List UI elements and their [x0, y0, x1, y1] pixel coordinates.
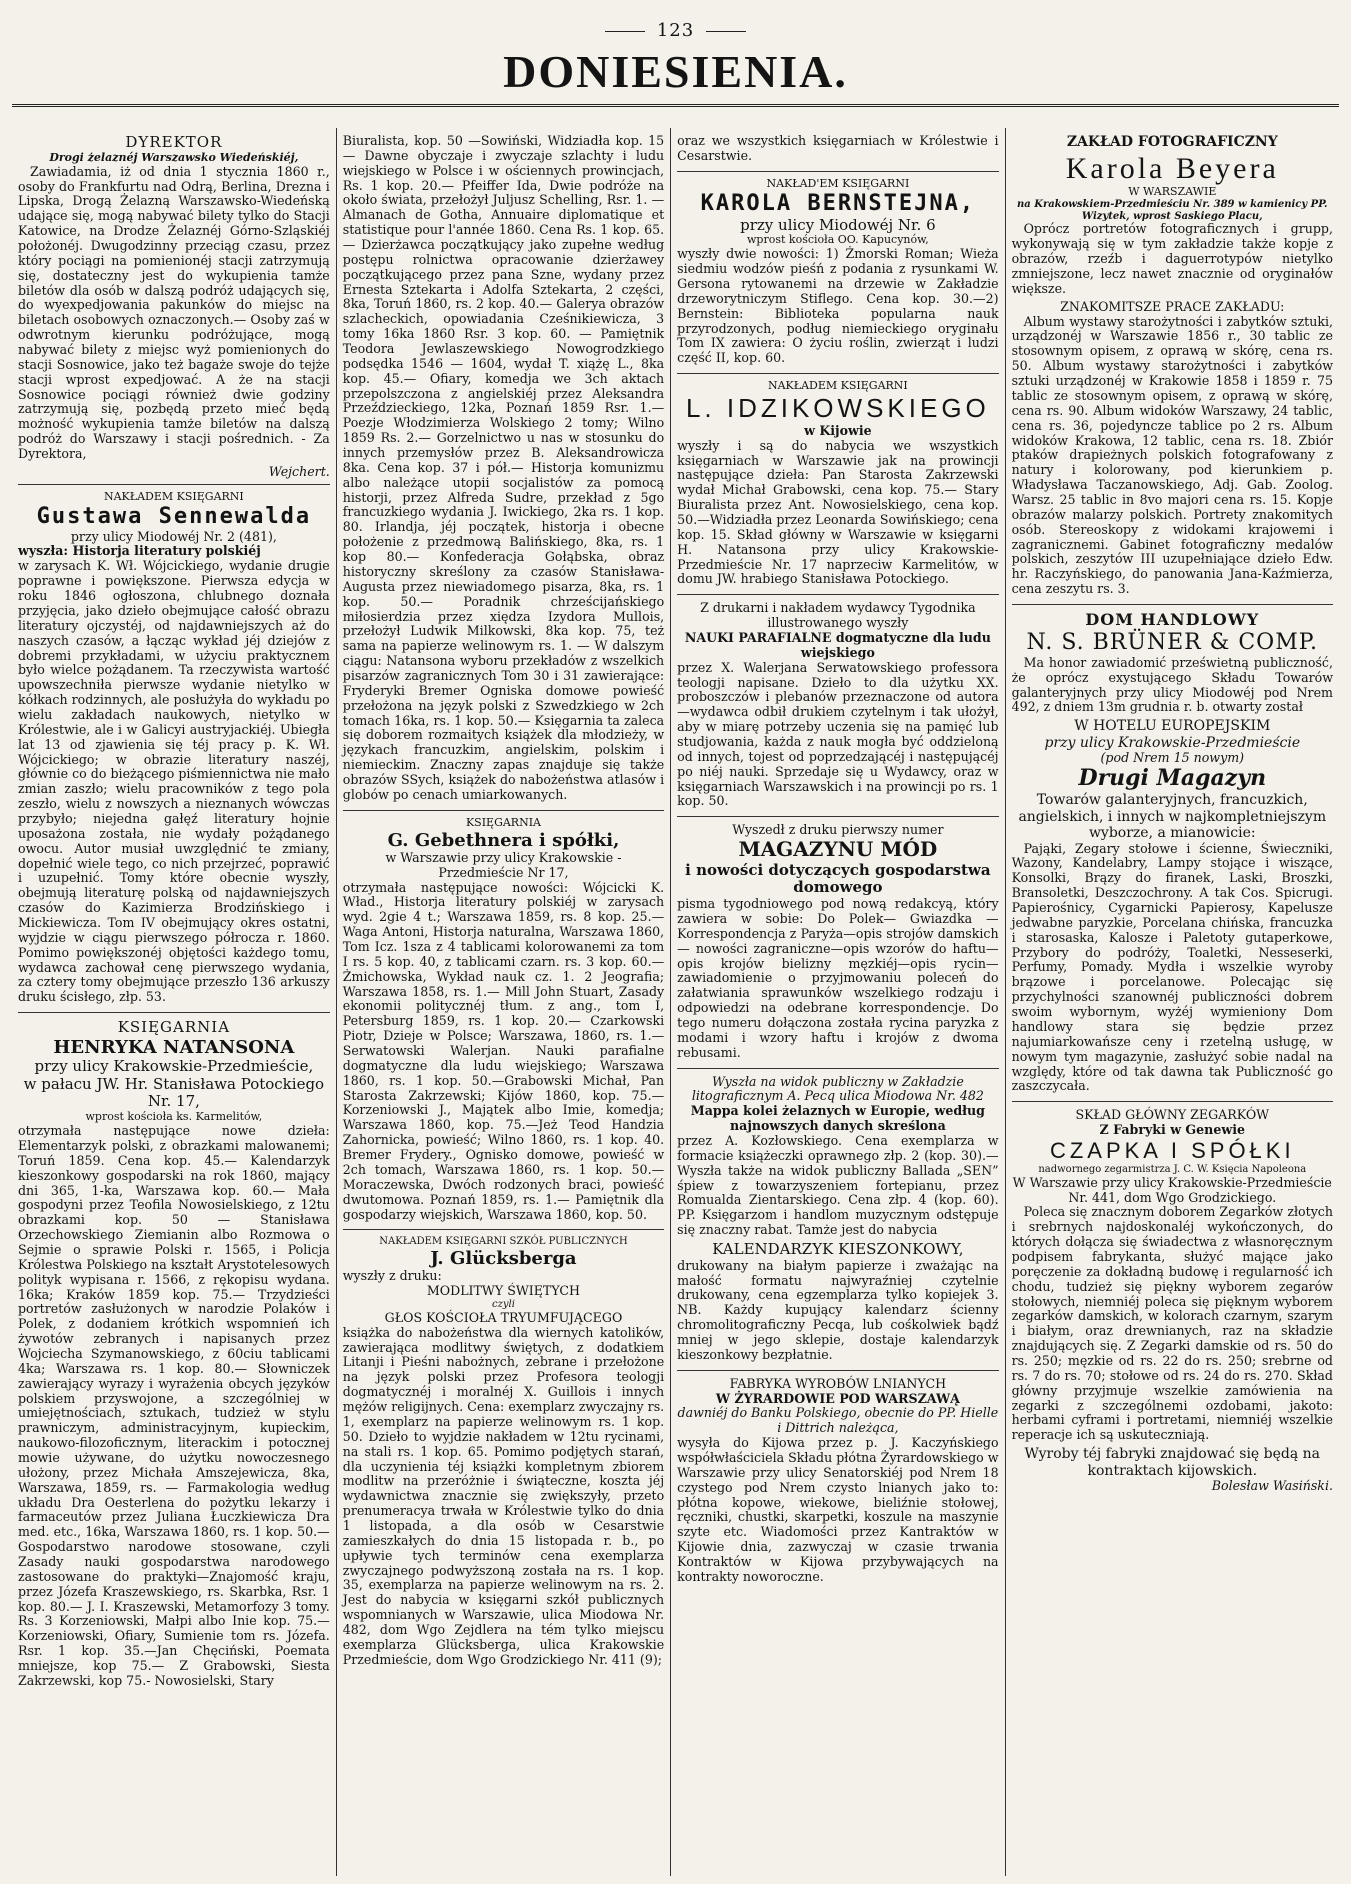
ad-lead: Wyszła na widok publiczny w Zakładzie litograficznym A. Pecq ulica Miodowa Nr. 482	[691, 1073, 984, 1104]
ad-body: książka do nabożeństwa dla wiernych katolików, zawierająca modlitwy świętych, z dodatkiem Litanji i Pieśni nabożnych, zebrane i przełożone na język polski przez Profesora teologji dogmatycznéj i moralnéj X. Guillois i innych mężów religijnych. Cena: exemplarz zwyczajny rs. 1, exemplarz na papierze welinowym rs. 1 kop. 50. Dzieło to wyjdzie nakładem w 12tu rycinami, na stali rs. 1 kop. 65. Pomimo podjętych starań, dla uczynienia téj książki kompletnym zbiorem modlitw na przeróżnie i świąteczne, koszta jéj wydawnictwa znacznie się zwiększyły, przeto prenumeracya trwała w Królestwie tylko do dnia 1 listopada, a dla osób w Cesarstwie zamieszkałych do dnia 15 listopada r. b., po upływie tych terminów cena exemplarza zwyczajnego podwyższoną została na rs. 1 kop. 35, exemplarza na papierze welinowym na rs. 2. Jest do nabycia w księgarni szkół publicznych wspomnianych w Warszawie, ulica Miodowa Nr. 482, dom Wgo Zejdlera na tém tylko miejscu exemplarza Glücksberga, ulica Krakowskie Przedmieście, dom Wgo Grodzickiego Nr. 411 (9);	[342, 1324, 665, 1667]
ad-heading-5: Towarów galanteryjnych, francuzkich, angielskich, i innych w najkompletniejszym wyborze, a mianowicie:	[1018, 792, 1327, 842]
ad-body: Poleca się znacznym doborem Zegarków złotych i srebrnych najdoskonaléj wykończonych, do których dołącza się świadectwa z własnoręcznym podpisem fabrykanta, służyć mające jako poręczenie za dokładną budowę i regularność ich chodu, tudzież się piękny wyborem zegarów stołowych, niemniéj poleca się pięknym wyborem zegarków damskich, w kolorach czarnym, szarym i białym, oraz drewnianych, raz na składzie znajdujących się. Z Zegarki damskie od rs. 50 do rs. 250; męzkie od rs. 22 do rs. 250; srebrne od rs. 7 do rs. 70; stołowe od rs. 24 do rs. 270. Skład główny przyjmuje wszelkie zamówienia na zegarki z szczególnemi ozdobami, jakoto: herbami cyframi i portretami, niemniéj wszelkie reperacje ich są uskuteczniają.	[1011, 1204, 1333, 1443]
ad-body: Biuralista, kop. 50 —Sowiński, Widziadła kop. 15 — Dawne obyczaje i zwyczaje szlachty i ludu wiejskiego w Polsce i w ościennych prowincjach, Rs. 1 kop. 20.— Pfeiffer Ida, Dwie podróże na około świata, przełożył Juljusz Schelling, Rsr. 1. — Almanach de Gotha, Annuaire diplomatique et statistique pour l'année 1860. Cena Rs. 1 kop. 65. — Dzierżawca początkujący jako zupełne według postępu rolnictwa opracowanie dzierżawey początkującego przez pana Szne, wydany przez Ernesta Sztekarta i Adolfa Sztekarta, 2 części, 8ka, Toruń 1860, rs. 2 kop. 40.— Galerya obrazów szlacheckich, opowiadania Cześnikiewicza, 3 tomy 16ka 1860 Rsr. 3 kop. 60. — Pamiętnik Teodora Jewlaszewskiego Nowogrodzkiego podsędka 1546 — 1604, wydał T. xiążę L., 8ka kop. 45.— Ofiary, komedja we 3ch aktach przepolszczona z angielskiéj przez Aleksandra Przeździeckiego, 12ka, Poznań 1859 Rsr. 1.— Poezje Włodzimierza Wolskiego 2 tomy; Wilno 1859 Rs. 2.— Gorzelnictwo u nas w stosunku do innych przemysłów przez B. Aleksandrowicza 8ka. Cena kop. 37 i pół.— Historja komunizmu albo należące utopii socjalistów za pomocą historji, przez Alfreda Sudre, przekład z 5go francuzkiego wydania J. Iwickiego, 2ka rs. 1 kop. 80. Irlandja, jéj początek, historja i obecne położenie z przedmową Balińskiego, 8ka, rs. 1 kop 80.— Konfederacja Gołąbska, obraz historyczny skreślony za czasów Stanisława-Augusta przez niewiadomego pisarza, 8ka, rs. 1 kop. 50.— Poradnik chrześcijańskiego miłosierdzia przez xiędza Izydora Mullois, przełożył Ludwik Milkowski, 8ka kop. 75, też sama na papierze welinowym rs. 1. — W dalszym ciągu: Natansona wyboru przekładów z wszelkich pisarzów zagranicznych Tom 30 i 31 zawierające: Fryderyki Bremer Ogniska domowe powieść przełożona na język polski z Szwedzkiego w 2ch tomach 16ka, rs. 1 kop. 50.— Księgarnia ta zaleca się doborem rozmaitych książek dla młodzieży, w językach francuzkim, angielskim, polskim i niemieckim. Znaczny zapas znajduje się także obrazów SSych, książek do nabożeństwa atlasów i globów po cenach umiarkowanych.	[342, 133, 665, 802]
column-1	[12, 128, 337, 1876]
ad-title-1: MODLITWY ŚWIĘTYCH	[426, 1283, 581, 1299]
ad-nauki-parafialne	[677, 601, 998, 817]
ad-title-3: GŁOS KOŚCIOŁA TRYUMFUJĄCEGO	[384, 1309, 623, 1325]
ad-heading-2: przy ulicy Krakowskie-Przedmieście	[1044, 734, 1301, 751]
ad-lead: wyszła: Historja literatury polskiéj	[18, 543, 261, 559]
ad-title-1: MAGAZYNU MÓD	[738, 837, 938, 862]
ad-name: G. Gebethnera i spółki,	[387, 829, 620, 851]
ad-top: NAKŁADEM KSIĘGARNI SZKÓŁ PUBLICZNYCH	[379, 1236, 628, 1248]
ad-name: L. IDZIKOWSKIEGO	[685, 393, 990, 424]
ad-natanson-continued	[343, 134, 664, 811]
ad-address: przy ulicy Miodowéj Nr. 6	[740, 215, 936, 234]
ad-address-3: wprost kościoła ks. Karmelitów,	[85, 1110, 263, 1124]
ad-list: Album wystawy starożytności i zabytków sztuki, urządzonéj w Warszawie 1856 r., 30 tablic ze stosownym opisem, z oprawą w skórę, cena rs. 50. Album wystawy starożytności i zabytków sztuki urządzonéj w Krakowie 1858 i 1859 r. 75 tablic ze stosownym opisem, z oprawą w skórę, cena rs. 90. Album widoków Warszawy, 24 tablic, cena rs. 36, pojedyncze tablice po 2 rs. Album widoków Krakowa, 12 tablic, cena rs. 18. Zbiór ptaków drapieżnych polskich fotografowany z natury i kolorowany, pod kierunkiem p. Władysława Taczanowskiego, Adj. Gab. Zoolog. Warsz. 25 tablic in 8vo majori cena rs. 15. Kopje obrazów malarzy polskich. Portrety znakomitych osób. Stereoskopy z widokami krajowemi i zagranicznemi. Gabinet fotograficzny medalów polskich, zeszytów III uzupełniające dzieło Edw. hr. Raczyńskiego, do panowania Jana-Kaźmierza, cena zeszytu rs. 3.	[1011, 313, 1333, 597]
ad-address: przy ulicy Miodowéj Nr. 2 (481),	[70, 528, 277, 544]
ad-bruner	[1012, 611, 1333, 1102]
ad-address: na Krakowskiem-Przedmieściu Nr. 389 w kamienicy PP. Wizytek, wprost Saskiego Placu,	[1017, 198, 1328, 222]
column-2	[337, 128, 671, 1876]
ad-lead: wyszły z druku:	[342, 1268, 442, 1284]
ad-railway-director	[18, 134, 330, 485]
ad-title-1: FABRYKA WYROBÓW LNIANYCH	[729, 1375, 947, 1391]
ad-beyer-photo	[1012, 134, 1333, 605]
ad-gebethner-continued	[677, 134, 998, 172]
ad-body: pisma tygodniowego pod nową redakcyą, który zawiera w sobie: Do Polek— Gwiazdka — Korrespondencja z Paryża—opis strojów damskich — nowości zagraniczne—opis wzorów do haftu—opis krojów bielizny męzkiéj—opis rycin—zawiadomienie o przyjmowaniu poleceń do załatwiania sprawunków wszelkiego rodzaju i odpowiedzi na odebrane korrespondencje. Do tego numeru dołączona została rycina paryzka z modami i wzory haftu i krojów z dwoma rebusami.	[677, 896, 999, 1060]
ad-heading-3: (pod Nrem 15 nowym)	[1100, 750, 1245, 766]
ad-top: NAKŁADEM KSIĘGARNI	[767, 379, 908, 393]
ad-body-2: drukowany na białym papierze i zważając na małość formatu najwyraźniej czytelnie drukowany, cena egzemplarza tylko kopiejek 3. NB. Każdy kupujący kalendarz ścienny chromolitograficzny Pecqa, lub cośkolwiek bądź mniej w jego sklepie, dostaje kalendarzyk kieszonkowy bezpłatnie.	[677, 1257, 999, 1362]
ad-title: DOM HANDLOWY	[1085, 609, 1260, 629]
page-number: 123	[12, 20, 1339, 41]
ad-address-2: w pałacu JW. Hr. Stanisława Potockiego Nr. 17,	[23, 1074, 325, 1111]
ad-address: w Warszawie przy ulicy Krakowskie - Przedmieście Nr 17,	[385, 849, 622, 880]
ad-heading: ZNAKOMITSZE PRACE ZAKŁADU:	[1060, 298, 1285, 314]
ad-address-1: przy ulicy Krakowskie-Przedmieście,	[34, 1057, 314, 1076]
ad-body: otrzymała następujące nowości: Wójcicki K. Wład., Historja literatury polskiéj w zarysach wyd. 2gie 4 t.; Warszawa 1859, rs. 8 kop. 25.— Waga Antoni, Historja naturalna, Warszawa 1860, Tom Icz. 1sza z 4 tablicami kolorowanemi za tom I rs. 5 kop. 40, z tablicami czarn. rs. 3 kop. 60.— Żmichowska, Wykład nauk cz. 1. 2 Jeografia; Warszawa 1858, rs. 1.— Mill John Stuart, Zasady ekonomii politycznéj tłum. z ang., tom I, Petersburg 1859, rs. 1 kop. 20.— Czarkowski Piotr, Dzieje w Polsce; Warszawa, 1860, rs. 1.— Serwatowski Walerjan. Nauki parafialne dogmatyczne dla ludu wiejskiego; Warszawa 1860, rs. 1 kop. 50.—Grabowski Michał, Pan Starosta Zakrzewski; Kijów 1860, kop. 75.— Korzeniowski J., Majątek albo Imie, komedja; Warszawa 1860, kop. 75.—Jeż Teod Handzia Zahornicka, powieść; Wilno 1860, rs. 1 kop. 40. Bremer Frydery., Ognisko domowe, powieść w 2ch tomach, Warszawa 1860, rs. 1 kop. 50.— Moraczewska, Dwóch rodzonych braci, powieść dwutomowa. Poznań 1859, rs. 1.— Pamiętnik dla gospodarzy wiejskich, Warszawa 1860, kop. 50.	[342, 879, 665, 1222]
ad-title-2: KALENDARZYK KIESZONKOWY,	[712, 1240, 964, 1259]
ad-name: N. S. BRÜNER & COMP.	[1026, 629, 1319, 655]
ad-magazyn-mod	[677, 823, 998, 1068]
ad-idzikowski	[677, 380, 998, 595]
ad-name: KAROLA BERNSTEJNA,	[700, 190, 976, 216]
ad-address: W Warszawie przy ulicy Krakowskie-Przedmieście Nr. 441, dom Wgo Grodzickiego.	[1012, 1174, 1332, 1205]
page-title: DONIESIENIA.	[503, 46, 848, 97]
ad-name: CZAPKA I SPÓŁKI	[1049, 1137, 1295, 1163]
ad-city: W WARSZAWIE	[1128, 184, 1217, 198]
ad-mappa	[677, 1075, 998, 1371]
ad-signature: Bolesław Wasiński.	[1211, 1478, 1333, 1494]
ad-heading: DYREKTOR	[125, 133, 223, 151]
ad-heading-1: W HOTELU EUROPEJSKIM	[1074, 718, 1271, 735]
title-rule	[12, 104, 1339, 107]
ad-body: przez A. Kozłowskiego. Cena exemplarza w formacie książeczki oprawnego złp. 2 (kop. 30).—Wyszła także na widok publiczny Ballada „SEN” śpiew z towarzyszeniem fortepianu, przez Romualda Zientarskiego. Cena złp. 4 (kop. 60). PP. Księgarzom i handlom muzycznym odstępuje się znaczny rabat. Tamże jest do nabycia	[677, 1133, 999, 1238]
columns	[12, 128, 1339, 1876]
ad-signature: Wejchert.	[268, 463, 330, 479]
ad-title-3: dawniéj do Banku Polskiego, obecnie do PP. Hielle i Dittrich należąca,	[677, 1405, 999, 1436]
ad-address: w Kijowie	[804, 422, 872, 438]
ad-sennewald	[18, 491, 330, 1013]
ad-top: NAKŁAD'EM KSIĘGARNI	[766, 176, 910, 190]
ad-fabryka	[677, 1377, 998, 1592]
ad-gebethner	[343, 817, 664, 1231]
ad-name: Karola Beyera	[1065, 151, 1279, 185]
ad-title-2: czyli	[492, 1299, 515, 1311]
ad-closing: Wyroby téj fabryki znajdować się będą na kontraktach kijowskich.	[1024, 1446, 1321, 1479]
ad-top: KSIĘGARNIA	[117, 1018, 231, 1037]
ad-name: HENRYKA NATANSONA	[53, 1036, 295, 1058]
ad-body: wysyła do Kijowa przez p. J. Kaczyńskiego współwłaściciela Składu płótna Żyrardowskiego w Warszawie przy ulicy Senatorskiéj pod Nrem 18 czystego pod Nrem czysto lnianych jako to: płótna kopowe, wiekowe, bieliźnie stołowej, ręczniki, chustki, skarpetki, koszule na maszynie szyte etc. Wiadomości przez Kantraktów w Kijowie dnia, zazwyczaj w czasie trwania Kontraktów w Kijowa przybywających na kontrakty noworoczne.	[677, 1435, 999, 1584]
ad-bernstein	[677, 178, 998, 374]
ad-body: przez X. Walerjana Serwatowskiego professora teologji napisane. Dzieło to dla użytku XX. proboszczów i plebanów przeznaczone od autora—wydawca odbił drukiem czytelnym i tak ułożył, aby w miarę potrzeby uczenia się na pamięć lub studjowania, każda z nauk mogła być oddzieloną od innych, tojest od poprzedzającéj i następującéj po niéj nauki. Sprzedaje się u Wydawcy, oraz w księgarniach Warszawskich i na prowincji po rs. 1 kop. 50.	[677, 659, 999, 809]
ad-title-2: i nowości dotyczących gospodarstwa domowego	[685, 860, 991, 897]
ad-title-2: W ŻYRARDOWIE POD WARSZAWĄ	[715, 1390, 960, 1406]
ad-body: Zawiadamia, iż od dnia 1 stycznia 1860 r., osoby do Frankfurtu nad Odrą, Berlina, Drezna i Lipska, Drogą Żelazną Warszawsko-Wiedeńską udające się, mogą nabywać bilety tylko do Stacji Katowice, na Drodze Żelaznéj Górno-Szląskiéj położonéj. Dwugodzinny przeciąg czasu, przez który pociągi na pomienionéj stacji zatrzymują się, dostateczny jest do wykupienia tamże biletów dla osób w dalszą podróż udających się, do wyexpedjowania pakunków do miejsc na biletach osobowych oznaczonych.— Osoby zaś w odwrotnym kierunku podróżujące, mogą nabywać bilety z miejsc wyż pomienionych do stacji Sosnowice, jako też bagaże swoje do tejże stacji wprost expedjować. A że na stacji Sosnowice pociągi również dwie godziny zatrzymują się, pozbędą przeto mieć będą możność wykupienia tamże biletów na dalszą podróż do Warszawy i stacji pośrednich. - Za Dyrektora,	[18, 163, 330, 461]
ad-glucksberg	[343, 1236, 664, 1674]
ad-czapka-watches	[1012, 1108, 1333, 1498]
ad-body: wyszły dwie nowości: 1) Żmorski Roman; Wieża siedmiu wodzów pieśń z podania z rysunkami W. Gersona rytowanemi na drzewie w Zakładzie drzeworytniczym Stiflego. Cena kop. 30.—2) Bernstein: Biblioteka popularna nauk przyrodzonych, podług niemieckiego oryginału Tom IX zawiera: O życiu roślin, zwierząt i ludzi część II, kop. 60.	[677, 246, 999, 366]
column-3	[671, 128, 1005, 1876]
ad-body: oraz we wszystkich księgarniach w Królestwie i Cesarstwie.	[677, 133, 999, 163]
ad-top: KSIĘGARNIA	[465, 815, 541, 829]
column-4	[1006, 128, 1339, 1876]
ad-heading-4: Drugi Magazyn	[1078, 765, 1267, 792]
ad-natanson	[18, 1019, 330, 1696]
ad-body-2: Pająki, Zegary stołowe i ścienne, Świeczniki, Wazony, Kandelabry, Lampy stojące i wiszące, Konsolki, Brązy do firanek, Laski, Broszki, Bransoletki, Deszczochrony. A tak Cos. Spicrugi. Papierośnicy, Cygarnicki Papierosy, Kapelusze jedwabne paryzkie, Porcelana chińska, francuzka i starosaska, Kalosze i Paletoty gutaperkowe, Przybory do podróży, Toaletki, Nesseserki, Perfumy, Pomady. Mydła i wszelkie wyroby brązowe i porcelanowe. Polecając się przychylności szanownéj publiczności dobrem swoim wybornym, wyżéj wymieniony Dom handlowy stara się będzie przez najumiarkowańsze ceny i rzetelną usługę, w nowym tym magazynie, zasłużyć sobie nadal na względy, które od tak dawna tak Publiczność go zaszczycała.	[1011, 840, 1333, 1094]
ad-title: ZAKŁAD FOTOGRAFICZNY	[1066, 134, 1278, 150]
ad-body: Ma honor zawiadomić prześwietną publiczność, że oprócz exystującego Składu Towarów galanteryjnych przy ulicy Miodowéj pod Nrem 492, z dniem 13m grudnia r. b. otwarty został	[1011, 654, 1333, 715]
ad-body: Oprócz portretów fotograficznych i grupp, wykonywają się w tym zakładzie także kopje z obrazów, rzeźb i daguerrotypów nietylko zmniejszone, lecz nawet znacznie od oryginałów większe.	[1011, 221, 1333, 296]
ad-title: NAUKI PARAFIALNE dogmatyczne dla ludu wiejskiego	[684, 629, 991, 660]
ad-body: wyszły i są do nabycia we wszystkich księgarniach w Warszawie jak na prowincji następujące dzieła: Pan Starosta Zakrzewski wydał Michał Grabowski, cena kop. 75.— Stary Biuralista przez Ant. Nowosielskiego, cena kop. 50.—Widziadła przez Leonarda Sowińskiego; cena kop. 15. Skład główny w Warszawie w księgarni H. Natansona przy ulicy Krakowskie-Przedmieście Nr. 17 naprzeciw Karmelitów, w domu JW. hrabiego Stanisława Potockiego.	[677, 437, 999, 587]
ad-top: NAKŁADEM KSIĘGARNI	[103, 489, 244, 503]
ad-body: otrzymała następujące nowe dzieła: Elementarzyk polski, z obrazkami malowanemi; Toruń 1859. Cena kop. 45.— Kalendarzyk kieszonkowy gospodarski na rok 1860, mający dni 365, 1-ka, Warszawa kop. 60.— Mała gospodyni przez Teofila Nowosielskiego, z 12tu obrazkami kop. 50 — Stanisława Orzechowskiego Ziemianin albo Rozmowa o Sejmie o sprawie Polski r. 1565, i Policja Królestwa Polskiego na kształt Arystotelesowych polityk wypisana r. 1566, z rękopisu wydana. 16ka; Kraków 1859 kop. 75.— Trzydzieści portretów zasłużonych w narodzie Polaków i Polek, z dodaniem krótkich wspomnień ich żywotów zebranych i napisanych przez Wojciecha Szymanowskiego, z 60ciu tablicami 4ka; Warszawa rs. 1 kop. 80.— Słowniczek zawierający wyrazy i wyrażenia obcych języków polskiem przyswojone, a szczególniej w umiejętnościach, sztukach, tudzież w stylu prawniczym, administracyjnym, kupieckim, naukowo-filozoficznym, literackim i potocznej mowie używane, do użytku nowoczesnego ułożony, przez Michała Amszejewicza, 8ka, Warszawa, 1859, rs. — Farmakologia według układu Dra Oesterlena do pożytku lekarzy i farmaceutów przez Juliana Łuczkiewicza Dra med. etc., 16ka, Warszawa 1860, rs. 1 kop. 50.— Gospodarstwo narodowe stosowane, czyli Zasady nauki gospodarstwa narodowego zastosowane do praktyki—Znajomość kraju, przez Józefa Kraszewskiego, rs. Skarbka, Rsr. 1 kop. 80.— J. I. Kraszewski, Metamorfozy 3 tomy. Rs. 3 Korzeniowski, Małpi albo Inie kop. 75.— Korzeniowski, Ofiary, Sumienie tom rs. Józefa. Rsr. 1 kop. 35.—Jan Chęciński, Poemata mniejsze, kop 75.— Z Grabowski, Siesta Zakrzewski, kop 75.- Nowosielski, Stary	[18, 1123, 330, 1688]
ad-address-2: wprost kościoła OO. Kapucynów,	[747, 233, 929, 247]
ad-title-1: Mappa kolei żelaznych w Europie, według najnowszych danych skreślona	[690, 1103, 985, 1134]
ad-body: w zarysach K. Wł. Wójcickiego, wydanie drugie poprawne i powiększone. Pierwsza edycja w roku 1846 ogłoszona, chlubnego doznała przyjęcia, jako dzieło obejmujące całość obrazu literatury ojczystéj, od najdawniejszych aż do naszych czasów, a łącząc wykład jéj dziejów z dobremi przykładami, w użyciu praktycznem było wielce pożądanem. Ta rzeczywista wartość upowszechniła pierwsze wydanie nietylko w kółkach rodzinnych, ale posłużyła do wykładu po wielu zakładach naukowych, nietylko w Królestwie, ale i w Galicyi austryjackiéj. Ubiegła lat 13 od zjawienia się téj pracy p. K. Wł. Wójcickiego; w obrazie literatury naszéj, głównie co do bieżącego piśmiennictwa nie mało zmian zaszło; wielu pracowników z tego pola zeszło, wielu z nowszych a nieznanych wówczas przybyło; niejedna gałęź literatury hojnie uposażona została, nie wydały pożądanego owocu. Autor musiał uwzględnić te zmiany, dopełnić wiele tego, co nich przejrzeć, poprawić i uzupełnić. Tomy które obecnie wyszły, obejmują literaturę polską od najdawniejszych czasów do Kazimierza Brodzińskiego i Mickiewicza. Tom IV obejmujący okres ostatni, wyjdzie w ciągu pierwszego półrocza r. 1860. Pomimo powiększonéj objętości każdego tomu, wydawca zachował cenę pierwszego wydania, za cztery tomy obejmujące przeszło 136 arkuszy druku ścisłego, złp. 53.	[18, 558, 330, 1005]
ad-lead: Wyszedł z druku pierwszy numer	[732, 822, 944, 838]
ad-lead: Z drukarni i nakładem wydawcy Tygodnika illustrowanego wyszły	[700, 600, 976, 631]
ad-name: J. Glücksberga	[430, 1248, 577, 1270]
ad-title-1: SKŁAD GŁÓWNY ZEGARKÓW	[1075, 1107, 1270, 1123]
ad-title-2: Z Fabryki w Genewie	[1099, 1122, 1245, 1138]
ad-subtitle: nadwornego zegarmistrza J. C. W. Księcia Napoleona	[1038, 1163, 1307, 1175]
ad-subheading: Drogi żelaznéj Warszawsko Wiedeńskiéj,	[49, 150, 299, 164]
ad-name: Gustawa Sennewalda	[36, 503, 312, 529]
